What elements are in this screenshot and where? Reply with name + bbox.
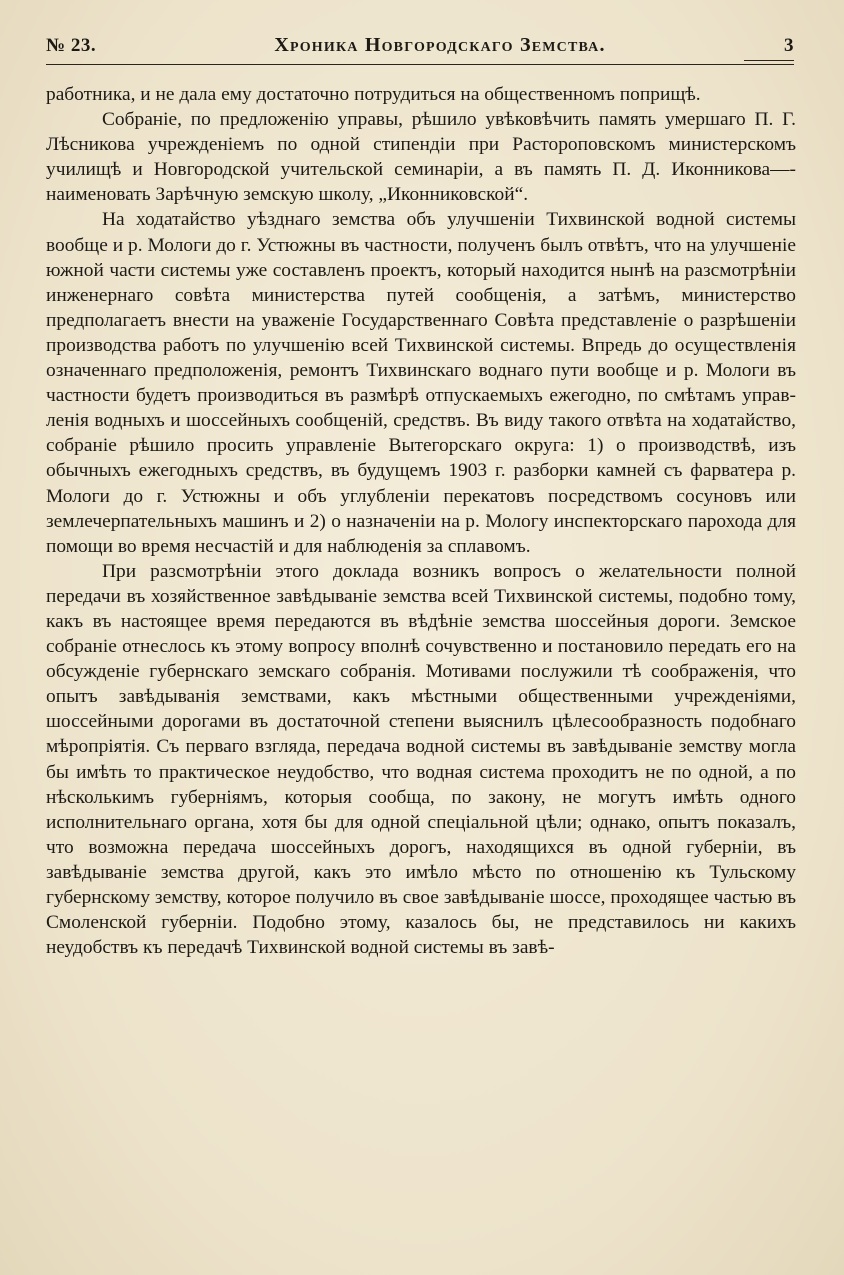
- journal-title: Хроника Новгородскаго Земства.: [274, 34, 606, 56]
- header-rule-short: [744, 60, 794, 61]
- page-number: 3: [783, 35, 794, 56]
- body-text: [46, 82, 796, 960]
- paragraph: На ходатайство уѣзднаго земства объ улучшеніи Тихвинской водной системы вообще и р. Мологи до г. Устюжны въ частности, полученъ былъ отвѣтъ, что на улучшеніе южной части системы уже составленъ проектъ, который находится нынѣ на разсмотрѣніи инженернаго совѣта министерства путей сообщенія, а затѣмъ, министерство предполагаетъ внести на уваженіе Государственнаго Совѣта представленіе о разрѣшеніи производства работъ по улучшенію всей Тихвинской системы. Впредь до осуществленія означеннаго предположенія, ремонтъ Тихвинскаго воднаго пути вообще и р. Мологи въ частности будетъ производиться въ размѣрѣ отпускаемыхъ ежегодно, по смѣтамъ управленія водныхъ и шоссейныхъ сообщеній, средствъ. Въ виду такого отвѣта на ходатайство, собраніе рѣшило просить управленіе Вытегорскаго округа: 1) о производствѣ, изъ обычныхъ ежегодныхъ средствъ, въ будущемъ 1903 г. разборки камней съ фарватера р. Мологи до г. Устюжны и объ углубленіи перекатовъ посредствомъ сосуновъ или землечерпательныхъ машинъ и 2) о назначеніи на р. Мологу инспекторскаго парохода для помощи во время несчастій и для наблюденія за сплавомъ.: [46, 209, 796, 557]
- running-header: [46, 34, 794, 64]
- header-rule: [46, 64, 794, 65]
- paragraph: При разсмотрѣніи этого доклада возникъ вопросъ о желательности полной передачи въ хозяйственное завѣдываніе земства всей Тихвинской системы, подобно тому, какъ въ настоящее время передаются въ вѣдѣніе земства шоссейныя дороги. Земское собраніе отнеслось къ этому вопросу вполнѣ сочувственно и постановило передать его на обсужденіе губернскаго земскаго собранія. Мотивами послужили тѣ соображенія, что опытъ завѣдыванія земствами, какъ мѣстными общественными учрежденіями, шоссейными дорогами въ достаточной степени выяснилъ цѣлесообразность подобнаго мѣропріятія. Съ перваго взгляда, передача водной системы въ завѣдываніе земству могла бы имѣть то практическое неудобство, что водная система проходитъ не по одной, а по нѣсколькимъ губерніямъ, которыя сообща, по закону, не могутъ имѣть одного исполнительнаго органа, хотя бы для одной спеціальной цѣли; однако, опытъ показалъ, что возможна передача шоссейныхъ дорогъ, находящихся въ одной губерніи, въ завѣдываніе земства другой, какъ это имѣло мѣсто по отношенію къ Тульскому губернскому земству, которое получило въ свое завѣдываніе шоссе, проходящее частью въ Смоленской губерніи. Подобно этому, казалось бы, не представилось ни какихъ неудобствъ къ передачѣ Тихвинской водной системы въ завѣ-: [46, 560, 796, 959]
- issue-number: № 23.: [46, 35, 97, 56]
- paragraph-continuation: работника, и не дала ему достаточно потрудиться на общественномъ поприщѣ.: [46, 84, 701, 105]
- paragraph: Собраніе, по предложенію управы, рѣшило увѣковѣчить память умершаго П. Г. Лѣсникова учрежденіемъ по одной стипендіи при Растороповскомъ министерскомъ училищѣ и Новгородской учительской семинаріи, а въ память П. Д. Иконникова—-наименовать Зарѣчную земскую школу, „Иконниковской“.: [46, 109, 796, 206]
